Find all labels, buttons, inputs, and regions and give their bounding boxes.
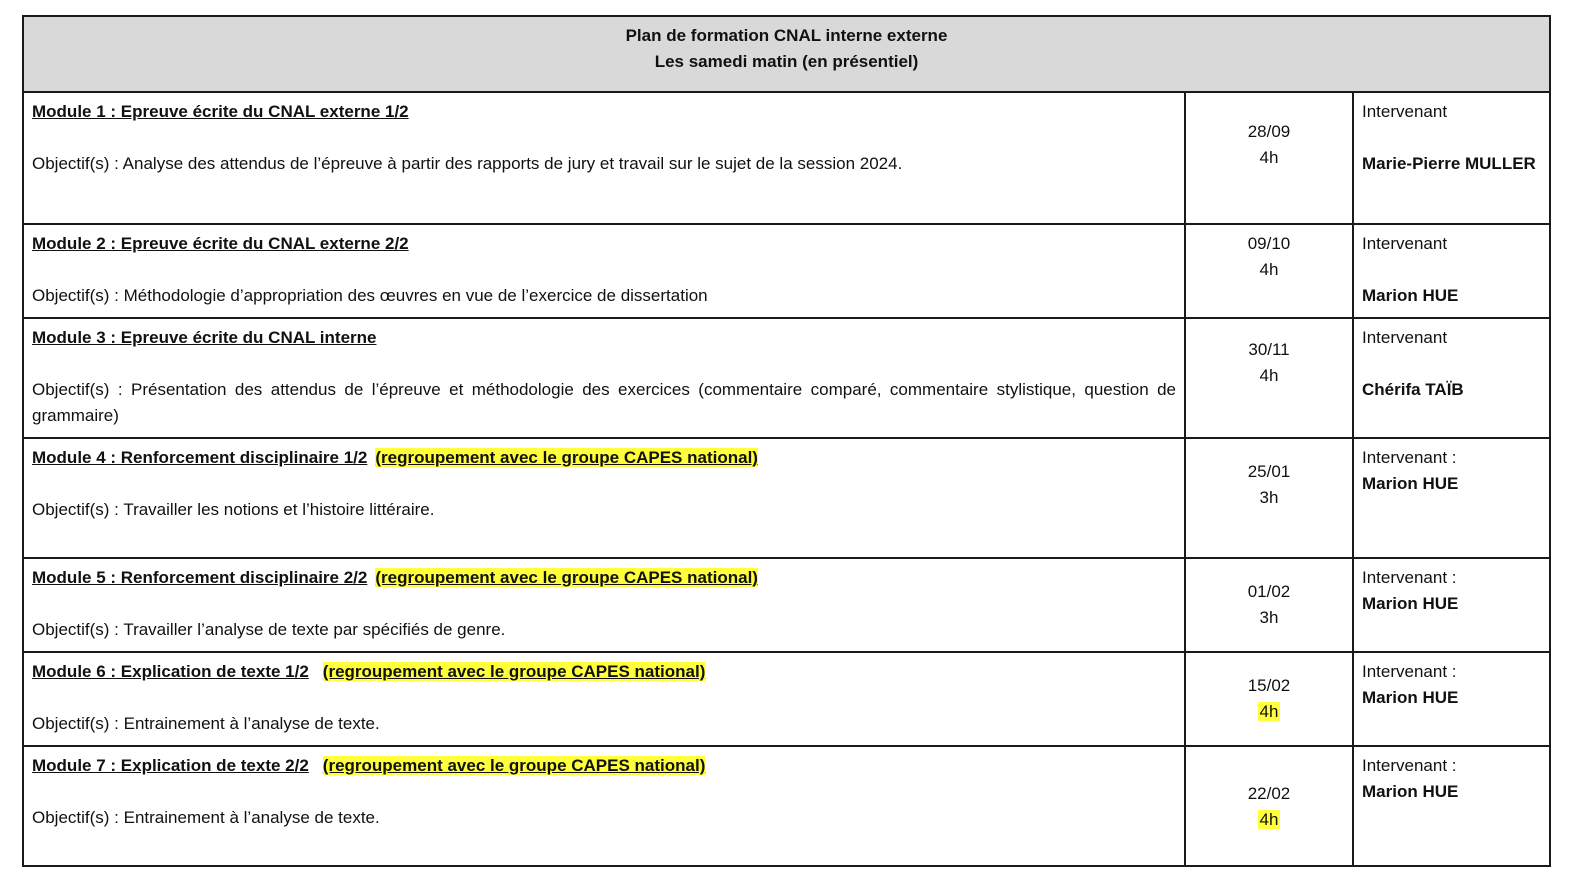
document-page [22, 15, 1549, 867]
session-duration-wrap [1186, 699, 1352, 725]
module-heading [32, 565, 1176, 591]
highlight-note: (regroupement avec le groupe CAPES national) [322, 756, 706, 775]
intervenant-name: Marion HUE [1362, 594, 1459, 613]
session-duration: 3h [1259, 608, 1279, 627]
module-objective: Objectif(s) : Analyse des attendus de l’épreuve à partir des rapports de jury et travail sur le sujet de la session 2024. [32, 154, 903, 173]
module-cell [23, 318, 1185, 438]
intervenant-name: Marie-Pierre MULLER [1362, 154, 1536, 173]
intervenant-name: Marion HUE [1362, 474, 1459, 493]
intervenant-name: Marion HUE [1362, 688, 1459, 707]
date-cell [1185, 224, 1353, 318]
intervenant-label: Intervenant [1362, 234, 1448, 253]
module-title: Module 2 : Epreuve écrite du CNAL externe 2/2 [32, 234, 409, 253]
date-cell [1185, 92, 1353, 224]
module-heading [32, 231, 1176, 257]
module-title: Module 7 : Explication de texte 2/2 [32, 756, 309, 775]
session-date: 30/11 [1248, 340, 1290, 359]
module-title: Module 4 : Renforcement disciplinaire 1/2 [32, 448, 368, 467]
intervenant-label: Intervenant : [1362, 662, 1457, 681]
table-row [23, 438, 1550, 558]
session-duration: 4h [1259, 810, 1279, 829]
module-cell [23, 652, 1185, 746]
table-row [23, 652, 1550, 746]
module-heading [32, 445, 1176, 471]
module-title: Module 1 : Epreuve écrite du CNAL externe 1/2 [32, 102, 409, 121]
session-duration: 4h [1259, 702, 1279, 721]
intervenant-cell [1353, 224, 1550, 318]
highlight-note: (regroupement avec le groupe CAPES national) [375, 568, 758, 587]
module-objective: Objectif(s) : Méthodologie d’appropriation des œuvres en vue de l’exercice de dissertation [32, 286, 708, 305]
module-cell [23, 92, 1185, 224]
highlight-note: (regroupement avec le groupe CAPES national) [375, 448, 758, 467]
title-row [23, 16, 1550, 92]
table-row [23, 318, 1550, 438]
module-heading [32, 99, 1176, 125]
session-date: 28/09 [1247, 122, 1291, 141]
intervenant-cell [1353, 746, 1550, 866]
module-objective: Objectif(s) : Présentation des attendus de l’épreuve et méthodologie des exercices (commentaire comparé, commentaire stylistique, question de grammaire) [32, 380, 1176, 425]
intervenant-cell [1353, 92, 1550, 224]
session-duration: 3h [1259, 488, 1279, 507]
session-duration: 4h [1259, 260, 1279, 279]
session-date: 15/02 [1247, 676, 1291, 695]
intervenant-name: Marion HUE [1362, 286, 1459, 305]
session-date: 22/02 [1247, 784, 1291, 803]
date-cell [1185, 558, 1353, 652]
session-duration: 4h [1259, 366, 1279, 385]
table-row [23, 746, 1550, 866]
module-objective: Objectif(s) : Travailler l’analyse de texte par spécifiés de genre. [32, 620, 506, 639]
module-cell [23, 746, 1185, 866]
module-objective: Objectif(s) : Travailler les notions et l’histoire littéraire. [32, 500, 435, 519]
module-cell [23, 558, 1185, 652]
date-cell [1185, 746, 1353, 866]
session-date: 25/01 [1247, 462, 1291, 481]
intervenant-name: Chérifa TAÏB [1362, 380, 1464, 399]
intervenant-cell [1353, 438, 1550, 558]
module-title: Module 3 : Epreuve écrite du CNAL interne [32, 328, 377, 347]
table-title [23, 16, 1550, 92]
date-cell [1185, 318, 1353, 438]
module-objective: Objectif(s) : Entrainement à l’analyse de texte. [32, 714, 380, 733]
intervenant-label: Intervenant : [1362, 448, 1457, 467]
session-duration-wrap [1186, 807, 1352, 833]
session-date: 01/02 [1247, 582, 1291, 601]
intervenant-cell [1353, 318, 1550, 438]
date-cell [1185, 438, 1353, 558]
highlight-note: (regroupement avec le groupe CAPES national) [322, 662, 706, 681]
module-cell [23, 438, 1185, 558]
table-row [23, 92, 1550, 224]
module-heading [32, 753, 1176, 779]
intervenant-name: Marion HUE [1362, 782, 1459, 801]
intervenant-cell [1353, 652, 1550, 746]
title-line-1: Plan de formation CNAL interne externe [625, 26, 948, 45]
module-heading [32, 659, 1176, 685]
session-date: 09/10 [1247, 234, 1291, 253]
module-objective: Objectif(s) : Entrainement à l’analyse de texte. [32, 808, 380, 827]
module-title: Module 6 : Explication de texte 1/2 [32, 662, 309, 681]
training-plan-table [22, 15, 1551, 867]
table-row [23, 224, 1550, 318]
table-row [23, 558, 1550, 652]
module-title: Module 5 : Renforcement disciplinaire 2/2 [32, 568, 368, 587]
module-heading [32, 325, 1176, 351]
intervenant-label: Intervenant : [1362, 756, 1457, 775]
session-duration: 4h [1259, 148, 1279, 167]
module-cell [23, 224, 1185, 318]
date-cell [1185, 652, 1353, 746]
intervenant-label: Intervenant [1362, 102, 1448, 121]
intervenant-label: Intervenant : [1362, 568, 1457, 587]
intervenant-label: Intervenant [1362, 328, 1448, 347]
title-line-2: Les samedi matin (en présentiel) [654, 52, 919, 71]
intervenant-cell [1353, 558, 1550, 652]
